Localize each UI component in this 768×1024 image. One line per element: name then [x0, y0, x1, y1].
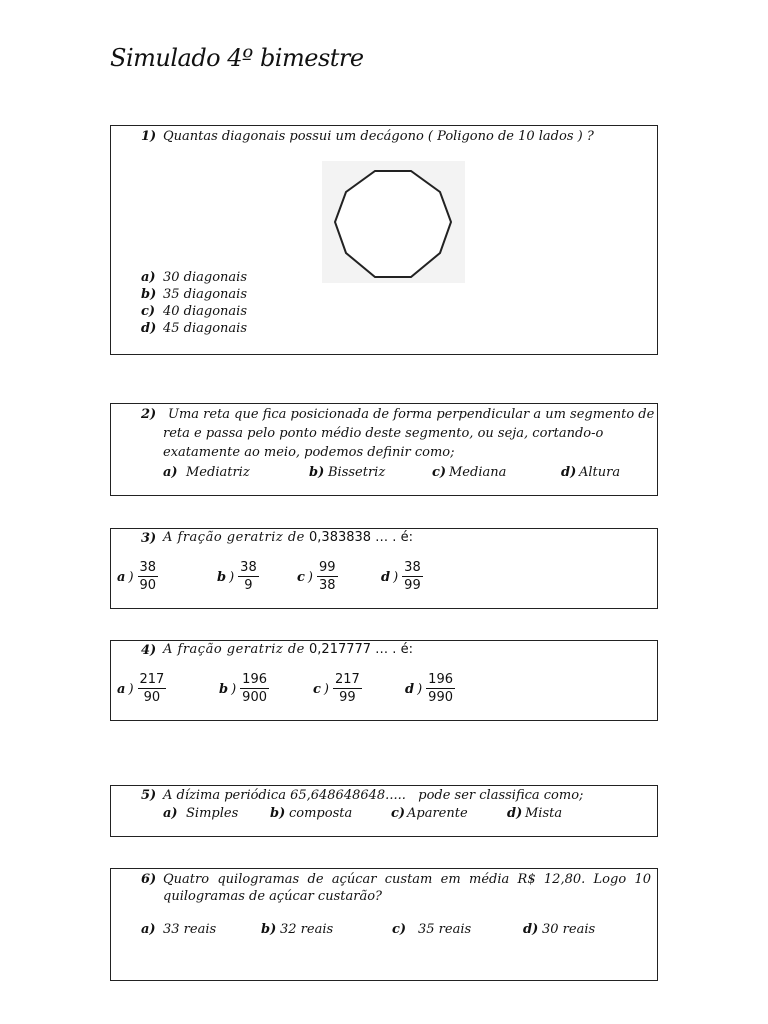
question-4-suffix: é: — [400, 642, 413, 657]
q2-option-b-letter[interactable]: b) — [309, 465, 325, 480]
question-6-number: 6) — [141, 872, 157, 887]
q4-option-b[interactable]: b ) $\frac{196}{900}$ — [219, 672, 267, 705]
q3-option-b[interactable]: b ) $\frac{38}{9}$ — [217, 560, 257, 593]
q1-option-a-letter[interactable]: a) — [141, 270, 156, 285]
q4-option-d-letter: d — [405, 681, 415, 697]
question-2-line-2: reta e passa pelo ponto médio deste segmento, ou seja, cortando-o — [163, 426, 604, 441]
question-2-line-3: exatamente ao meio, podemos definir como; — [163, 445, 455, 460]
q6-option-d-text[interactable]: 30 reais — [542, 922, 596, 937]
q4-option-a-letter: a — [117, 681, 126, 697]
q2-option-b-text[interactable]: Bissetriz — [328, 465, 386, 480]
q1-option-d-letter[interactable]: d) — [141, 321, 157, 336]
q3-option-c[interactable]: c ) $\frac{99}{38}$ — [297, 560, 336, 593]
q4-option-a-fraction: $\frac{217}{90}$ — [139, 672, 165, 705]
question-4-number: 4) — [141, 643, 157, 658]
q3-option-a[interactable]: a ) $\frac{38}{90}$ — [117, 560, 157, 593]
q2-option-d-letter[interactable]: d) — [561, 465, 577, 480]
q4-option-a[interactable]: a ) $\frac{217}{90}$ — [117, 672, 165, 705]
q3-option-b-letter: b — [217, 569, 227, 585]
q2-option-c-text[interactable]: Mediana — [449, 465, 507, 480]
q4-option-b-fraction: $\frac{196}{900}$ — [242, 672, 267, 705]
q1-option-b-text[interactable]: 35 diagonais — [163, 287, 248, 302]
q6-option-c-letter[interactable]: c) — [392, 922, 407, 937]
q4-option-d-fraction: $\frac{196}{990}$ — [428, 672, 453, 705]
q3-option-a-fraction: $\frac{38}{90}$ — [139, 560, 157, 593]
question-6-line-2: quilogramas de açúcar custarão? — [163, 889, 382, 904]
q3-option-b-fraction: $\frac{38}{9}$ — [240, 560, 257, 593]
question-5-box — [110, 785, 658, 837]
question-6-box — [110, 868, 658, 981]
q6-option-b-text[interactable]: 32 reais — [280, 922, 334, 937]
q3-option-d[interactable]: d ) $\frac{38}{99}$ — [381, 560, 421, 593]
q1-option-b-letter[interactable]: b) — [141, 287, 157, 302]
question-6-line-1: Quatro quilogramas de açúcar custam em média R$ 12,80. Logo 10 — [163, 872, 651, 887]
q3-option-a-letter: a — [117, 569, 126, 585]
question-1-text: Quantas diagonais possui um decágono ( Poligono de 10 lados ) ? — [163, 129, 594, 144]
q4-option-d[interactable]: d ) $\frac{196}{990}$ — [405, 672, 453, 705]
question-2-line-1: Uma reta que fica posicionada de forma perpendicular a um segmento de — [168, 407, 655, 422]
q2-option-a-text[interactable]: Mediatriz — [186, 465, 250, 480]
q4-option-c-letter: c — [313, 681, 321, 697]
q2-option-d-text[interactable]: Altura — [579, 465, 621, 480]
question-5-text: A dízima periódica 65,648648648..... pode ser classifica como; — [163, 788, 584, 803]
q3-option-c-letter: c — [297, 569, 305, 585]
q5-option-b-letter[interactable]: b) — [270, 806, 286, 821]
question-5-number: 5) — [141, 788, 157, 803]
q5-option-d-text[interactable]: Mista — [525, 806, 563, 821]
question-3-prefix: A fração geratriz de — [163, 530, 305, 545]
q3-option-d-fraction: $\frac{38}{99}$ — [404, 560, 421, 593]
question-4-value: 0,217777 … . — [309, 642, 397, 657]
q4-option-c[interactable]: c ) $\frac{217}{99}$ — [313, 672, 360, 705]
question-1-box — [110, 125, 658, 355]
q4-option-b-letter: b — [219, 681, 229, 697]
question-3-box — [110, 528, 658, 609]
question-2-number: 2) — [141, 407, 157, 422]
q5-option-c-letter[interactable]: c) — [391, 806, 406, 821]
question-4-prefix: A fração geratriz de — [163, 642, 305, 657]
page-title: Simulado 4º bimestre — [110, 44, 364, 72]
decagon-figure — [322, 161, 465, 283]
question-3-suffix: é: — [400, 530, 413, 545]
q1-option-c-letter[interactable]: c) — [141, 304, 156, 319]
q5-option-c-text[interactable]: Aparente — [407, 806, 468, 821]
q1-option-a-text[interactable]: 30 diagonais — [163, 270, 248, 285]
question-4-text — [163, 642, 413, 657]
question-3-text — [163, 530, 413, 545]
q4-option-c-fraction: $\frac{217}{99}$ — [335, 672, 360, 705]
q5-option-a-letter[interactable]: a) — [163, 806, 178, 821]
q2-option-a-letter[interactable]: a) — [163, 465, 178, 480]
question-3-value: 0,383838 … . — [309, 530, 397, 545]
q6-option-a-text[interactable]: 33 reais — [163, 922, 217, 937]
q6-option-d-letter[interactable]: d) — [523, 922, 539, 937]
q1-option-c-text[interactable]: 40 diagonais — [163, 304, 248, 319]
q6-option-c-text[interactable]: 35 reais — [418, 922, 472, 937]
q2-option-c-letter[interactable]: c) — [432, 465, 447, 480]
question-3-number: 3) — [141, 531, 157, 546]
q6-option-a-letter[interactable]: a) — [141, 922, 156, 937]
q5-option-a-text[interactable]: Simples — [186, 806, 239, 821]
q3-option-c-fraction: $\frac{99}{38}$ — [319, 560, 336, 593]
question-2-box — [110, 403, 658, 496]
q1-option-d-text[interactable]: 45 diagonais — [163, 321, 248, 336]
question-4-box — [110, 640, 658, 721]
q3-option-d-letter: d — [381, 569, 391, 585]
q5-option-b-text[interactable]: composta — [289, 806, 353, 821]
q6-option-b-letter[interactable]: b) — [261, 922, 277, 937]
question-1-number: 1) — [141, 129, 157, 144]
q5-option-d-letter[interactable]: d) — [507, 806, 523, 821]
